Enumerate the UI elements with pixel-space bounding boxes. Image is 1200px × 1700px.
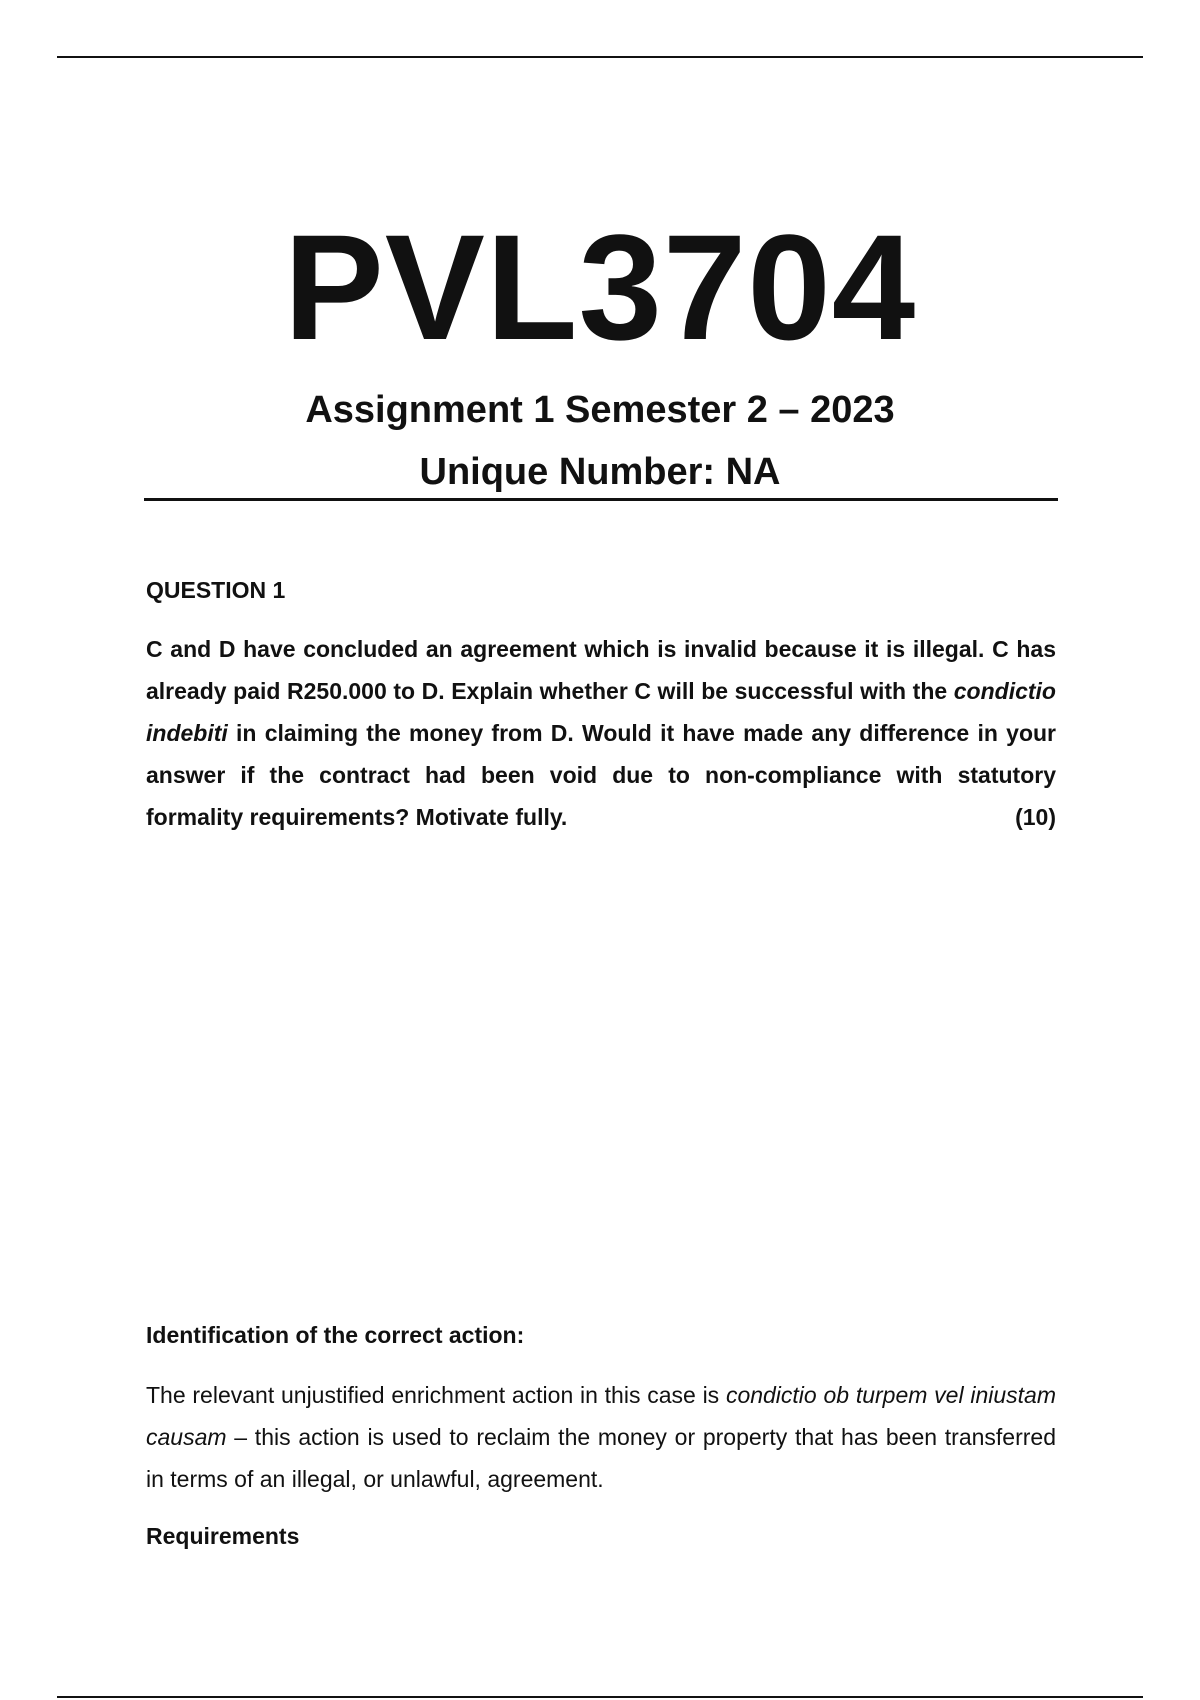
bottom-divider <box>57 1696 1143 1698</box>
answer-text <box>146 1374 1056 1500</box>
assignment-title: Assignment 1 Semester 2 – 2023 <box>305 389 895 431</box>
question-italic-term: condictio indebiti <box>146 678 1056 746</box>
question-text-part2: in claiming the money from D. Would it have made any difference in your answer if the contract had been void due to non-compliance with statutory formality requirements? Motivate fully. <box>146 720 1056 830</box>
top-divider <box>57 56 1143 58</box>
header-underline <box>144 498 1058 501</box>
course-code-title: PVL3704 <box>283 203 917 371</box>
answer-text-part2: – this action is used to reclaim the money or property that has been transferred in terms of an illegal, or unlawful, agreement. <box>146 1424 1056 1492</box>
question-text <box>146 628 1056 838</box>
unique-number: Unique Number: NA <box>419 451 781 493</box>
question-text-part1: C and D have concluded an agreement which is invalid because it is illegal. C has already paid R250.000 to D. Explain whether C will be successful with the <box>146 636 1056 704</box>
answer-italic-term: condictio ob turpem vel iniustam causam <box>146 1382 1056 1450</box>
requirements-heading: Requirements <box>146 1523 300 1549</box>
question-marks: (10) <box>1015 804 1056 830</box>
identification-heading: Identification of the correct action: <box>146 1322 525 1348</box>
question-heading: QUESTION 1 <box>146 577 286 603</box>
answer-text-part1: The relevant unjustified enrichment action in this case is <box>146 1382 726 1408</box>
